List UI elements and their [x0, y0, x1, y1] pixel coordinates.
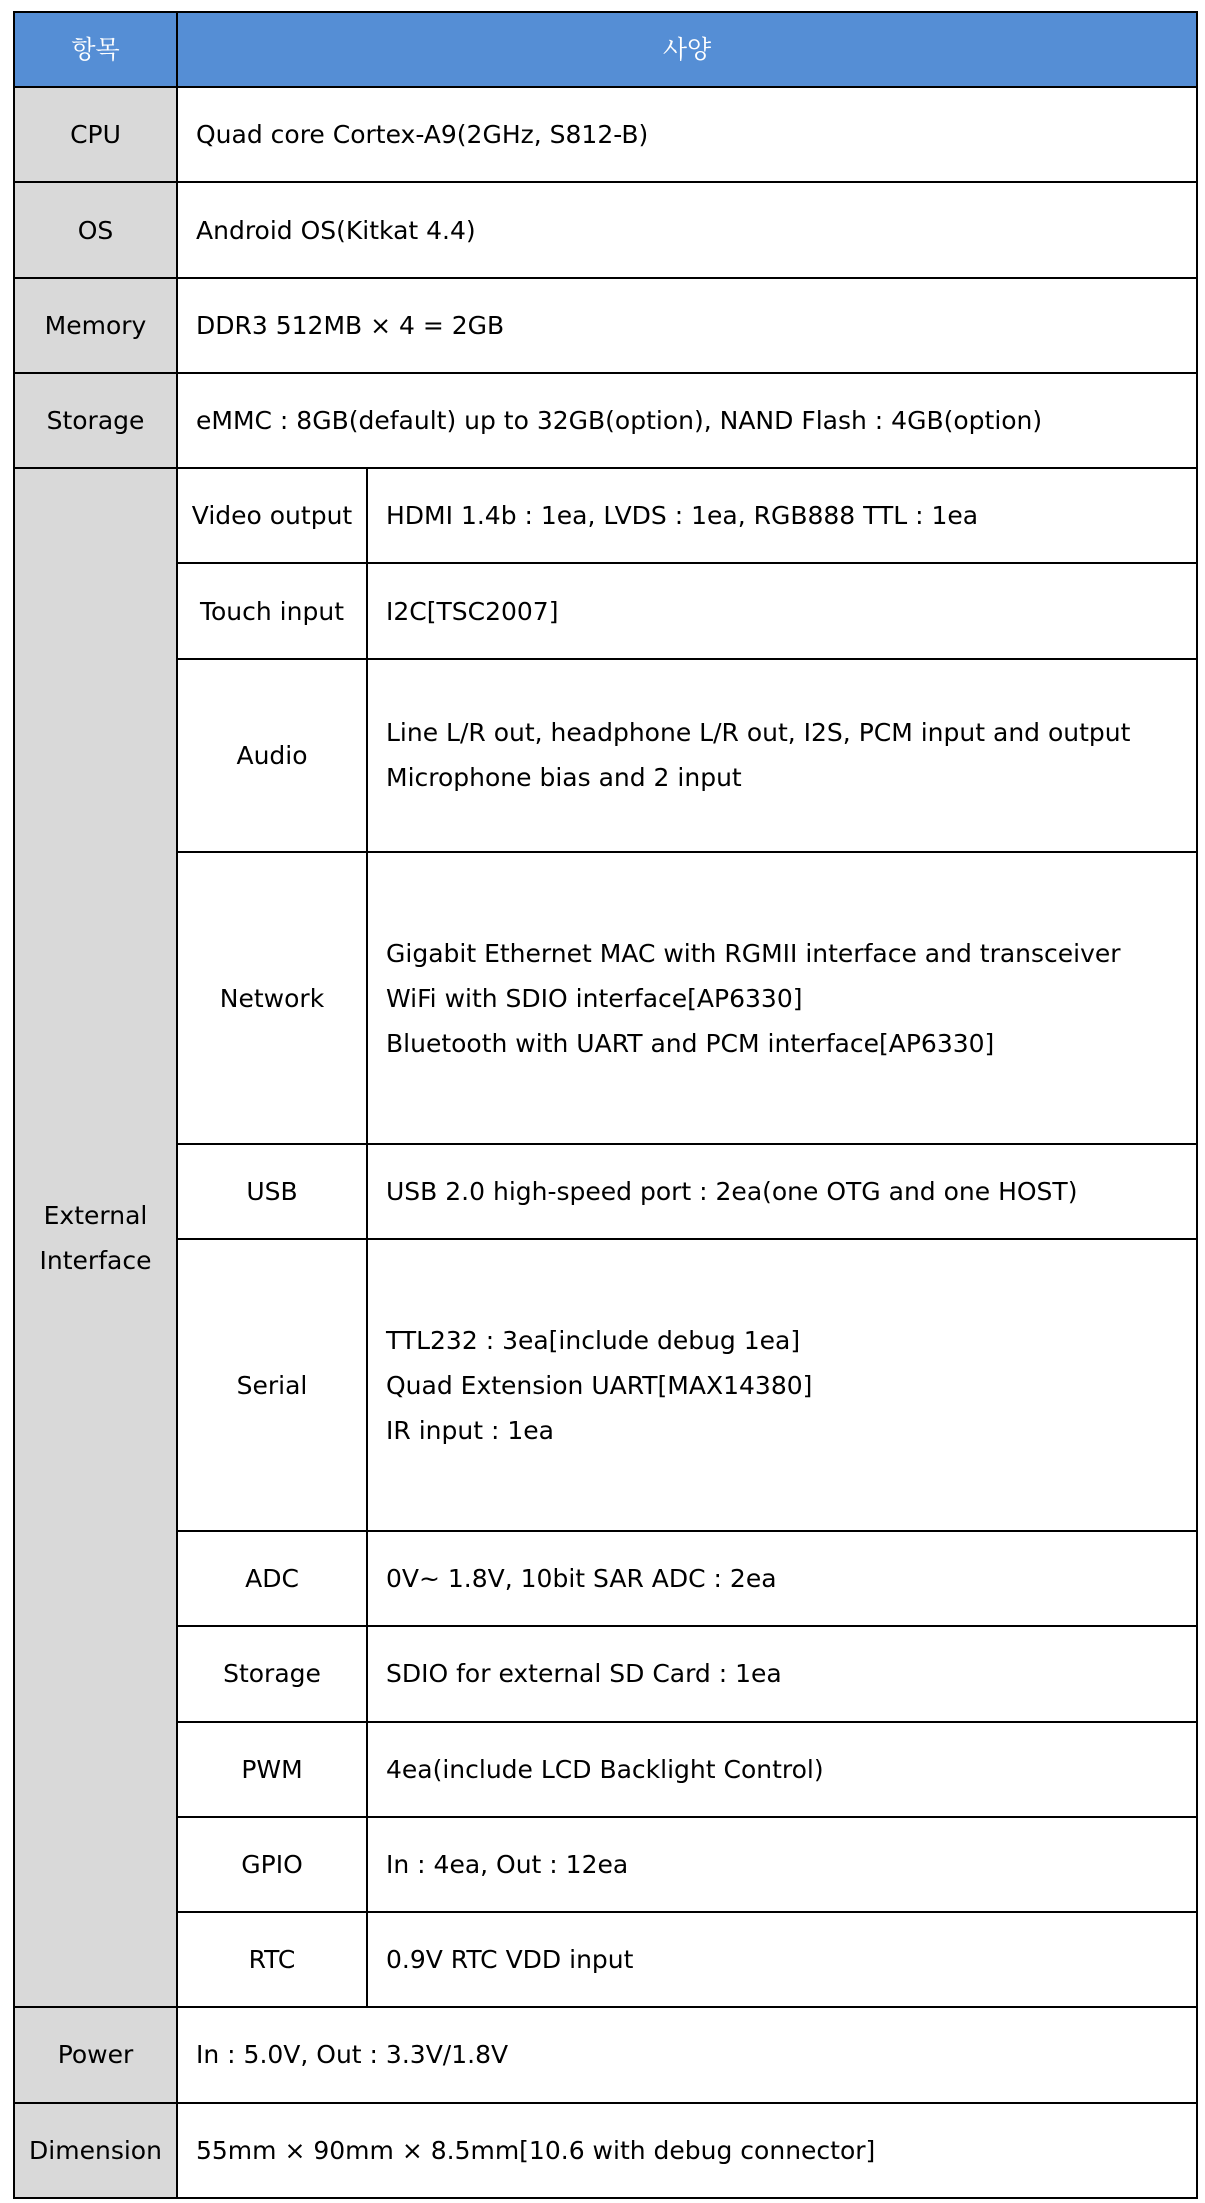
serial-line-3: IR input : 1ea — [386, 1415, 554, 1445]
gpio-label: GPIO — [177, 1817, 367, 1912]
rtc-value — [367, 1912, 1197, 2007]
row-memory — [14, 278, 1197, 373]
dimension-value: 55mm × 90mm × 8.5mm[10.6 with debug connector] — [177, 2103, 1197, 2198]
row-rtc — [14, 1912, 1197, 2007]
row-power — [14, 2007, 1197, 2102]
power-value: In : 5.0V, Out : 3.3V/1.8V — [177, 2007, 1197, 2102]
network-line-1: Gigabit Ethernet MAC with RGMII interface and transceiver — [386, 938, 1121, 968]
row-os — [14, 182, 1197, 277]
pwm-label: PWM — [177, 1722, 367, 1817]
pwm-value — [367, 1722, 1197, 1817]
row-audio — [14, 659, 1197, 853]
usb-label: USB — [177, 1144, 367, 1239]
serial-line-1: TTL232 : 3ea[include debug 1ea] — [386, 1325, 801, 1355]
cpu-value: Quad core Cortex-A9(2GHz, S812-B) — [177, 87, 1197, 182]
gpio-value — [367, 1817, 1197, 1912]
row-serial — [14, 1239, 1197, 1531]
row-usb — [14, 1144, 1197, 1239]
row-adc — [14, 1531, 1197, 1626]
power-label: Power — [14, 2007, 177, 2102]
serial-line-2: Quad Extension UART[MAX14380] — [386, 1370, 813, 1400]
touch-input-value — [367, 563, 1197, 658]
video-output-label: Video output — [177, 468, 367, 563]
audio-label: Audio — [177, 659, 367, 853]
video-output-line: HDMI 1.4b : 1ea, LVDS : 1ea, RGB888 TTL : 1ea — [386, 501, 979, 531]
header-item: 항목 — [14, 12, 177, 87]
row-network — [14, 852, 1197, 1144]
touch-input-line: I2C[TSC2007] — [386, 596, 559, 626]
adc-line: 0V~ 1.8V, 10bit SAR ADC : 2ea — [386, 1564, 777, 1594]
pwm-line: 4ea(include LCD Backlight Control) — [386, 1754, 824, 1784]
cpu-label: CPU — [14, 87, 177, 182]
header-spec: 사양 — [177, 12, 1197, 87]
network-label: Network — [177, 852, 367, 1144]
network-value — [367, 852, 1197, 1144]
header-row — [14, 12, 1197, 87]
row-dimension — [14, 2103, 1197, 2198]
ext-storage-value — [367, 1626, 1197, 1721]
usb-value — [367, 1144, 1197, 1239]
row-ext-storage — [14, 1626, 1197, 1721]
network-line-3: Bluetooth with UART and PCM interface[AP6330] — [386, 1028, 995, 1058]
ext-storage-label: Storage — [177, 1626, 367, 1721]
gpio-line: In : 4ea, Out : 12ea — [386, 1849, 629, 1879]
storage-label: Storage — [14, 373, 177, 468]
audio-line-1: Line L/R out, headphone L/R out, I2S, PCM input and output — [386, 718, 1131, 748]
adc-label: ADC — [177, 1531, 367, 1626]
rtc-label: RTC — [177, 1912, 367, 2007]
row-cpu — [14, 87, 1197, 182]
video-output-value — [367, 468, 1197, 563]
external-interface-label — [14, 468, 177, 2007]
audio-value — [367, 659, 1197, 853]
serial-label: Serial — [177, 1239, 367, 1531]
row-gpio — [14, 1817, 1197, 1912]
row-pwm — [14, 1722, 1197, 1817]
rtc-line: 0.9V RTC VDD input — [386, 1945, 634, 1975]
os-value: Android OS(Kitkat 4.4) — [177, 182, 1197, 277]
storage-value: eMMC : 8GB(default) up to 32GB(option), NAND Flash : 4GB(option) — [177, 373, 1197, 468]
memory-label: Memory — [14, 278, 177, 373]
audio-line-2: Microphone bias and 2 input — [386, 763, 742, 793]
touch-input-label: Touch input — [177, 563, 367, 658]
ext-storage-line: SDIO for external SD Card : 1ea — [386, 1659, 782, 1689]
external-label-line1: External — [43, 1200, 148, 1230]
os-label: OS — [14, 182, 177, 277]
external-label-line2: Interface — [39, 1245, 152, 1275]
spec-table — [13, 11, 1198, 2199]
memory-value: DDR3 512MB × 4 = 2GB — [177, 278, 1197, 373]
serial-value — [367, 1239, 1197, 1531]
dimension-label: Dimension — [14, 2103, 177, 2198]
usb-line: USB 2.0 high-speed port : 2ea(one OTG and one HOST) — [386, 1177, 1078, 1207]
adc-value — [367, 1531, 1197, 1626]
row-touch-input — [14, 563, 1197, 658]
network-line-2: WiFi with SDIO interface[AP6330] — [386, 983, 803, 1013]
row-video-output — [14, 468, 1197, 563]
row-storage — [14, 373, 1197, 468]
